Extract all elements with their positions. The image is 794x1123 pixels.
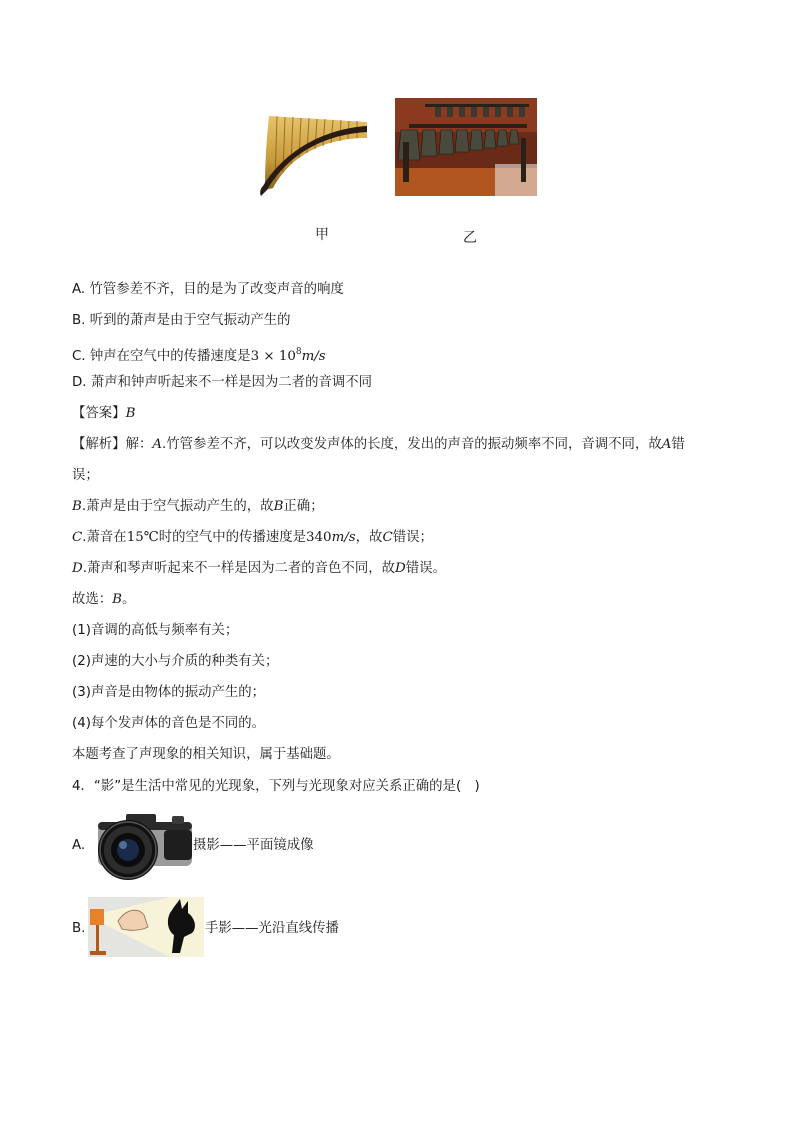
q3-analysis-line1-cont: 误；	[72, 468, 99, 483]
analysis-b-end: 正确；	[283, 499, 324, 514]
answer-value: B	[125, 406, 136, 421]
analysis-d-end: 错误。	[405, 561, 446, 576]
analysis-b-text: .萧声是由于空气振动产生的，故	[81, 499, 274, 514]
q3-option-b: B. 听到的萧声是由于空气振动产生的	[72, 313, 291, 328]
analysis-d-letter: D	[72, 561, 83, 576]
q3-analysis-b	[72, 498, 324, 516]
hand-shadow-image	[88, 897, 204, 957]
bianzhong-bells-image	[395, 98, 537, 196]
q3-option-c-exp: 8	[295, 347, 302, 357]
analysis-b-letter: B	[72, 499, 82, 514]
figure-caption-right: 乙	[463, 230, 477, 246]
q4-option-a-letter: A.	[72, 838, 86, 853]
analysis-label: 【解析】	[72, 437, 126, 452]
analysis-c-text1: .萧音在	[82, 530, 127, 545]
q3-analysis-c	[72, 529, 433, 547]
camera-image	[88, 808, 194, 880]
q3-summary: 本题考查了声现象的相关知识，属于基础题。	[72, 747, 340, 762]
analysis-line1-c: .竹管参差不齐，可以改变发声体的长度，发出的声音的振动频率不同，音调不同，故	[162, 437, 662, 452]
analysis-c-letter2: C	[382, 530, 393, 545]
answer-label: 【答案】	[72, 406, 126, 421]
q3-choose	[72, 591, 135, 609]
analysis-line1-a: 解：	[125, 437, 153, 452]
q3-option-d: D. 萧声和钟声听起来不一样是因为二者的音调不同	[72, 375, 373, 390]
q4-option-b-text: 手影——光沿直线传播	[205, 921, 339, 936]
analysis-b-letter2: B	[273, 499, 284, 514]
q3-analysis-line1	[72, 436, 685, 454]
q3-point-2: (2)声速的大小与介质的种类有关；	[72, 654, 279, 669]
q4-option-b-letter: B.	[72, 921, 86, 936]
analysis-c-text3: ，故	[355, 530, 383, 545]
analysis-d-letter2: D	[395, 561, 406, 576]
figure-caption-left: 甲	[315, 227, 329, 243]
analysis-line1-e: 错	[671, 437, 685, 452]
analysis-c-end: 错误；	[392, 530, 433, 545]
analysis-c-speed: 340	[306, 530, 332, 545]
choose-value: B	[112, 592, 123, 607]
analysis-line1-d: A	[661, 437, 672, 452]
analysis-c-temp: 15℃	[126, 530, 159, 545]
choose-end: 。	[122, 592, 136, 607]
q3-option-c-base: 3 × 10	[250, 349, 296, 364]
q4-option-a-text: 摄影——平面镜成像	[193, 838, 314, 853]
q3-point-3: (3)声音是由物体的振动产生的；	[72, 685, 266, 700]
choose-label: 故选：	[72, 592, 113, 607]
analysis-d-text: .萧声和琴声听起来不一样是因为二者的音色不同，故	[82, 561, 395, 576]
analysis-c-unit: m/s	[331, 530, 356, 545]
q3-answer	[72, 405, 135, 423]
q3-point-1: (1)音调的高低与频率有关；	[72, 623, 239, 638]
q3-analysis-d	[72, 560, 446, 578]
analysis-line1-b: A	[152, 437, 163, 452]
q3-option-c-prefix: C. 钟声在空气中的传播速度是	[72, 349, 251, 364]
q4-stem: 4．“影”是生活中常见的光现象，下列与光现象对应关系正确的是( )	[72, 779, 480, 794]
q3-point-4: (4)每个发声体的音色是不同的。	[72, 716, 266, 731]
pan-flute-image	[255, 108, 371, 200]
analysis-c-letter: C	[72, 530, 83, 545]
q3-option-a: A. 竹管参差不齐，目的是为了改变声音的响度	[72, 282, 344, 297]
q3-option-c-unit: m/s	[301, 349, 326, 364]
analysis-c-text2: 时的空气中的传播速度是	[158, 530, 307, 545]
q3-option-c	[72, 343, 326, 366]
